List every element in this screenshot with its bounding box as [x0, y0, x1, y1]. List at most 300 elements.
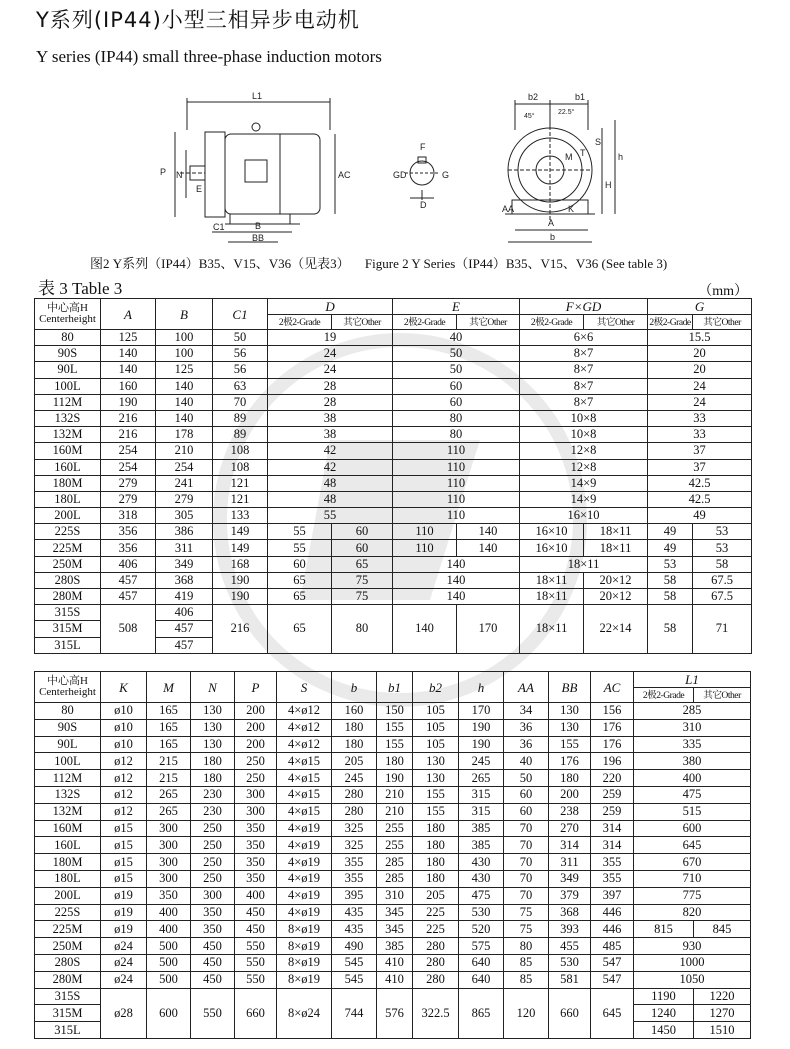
col-AC: AC — [591, 672, 634, 703]
table-cell: 350 — [235, 820, 277, 837]
table-cell: 325 — [332, 837, 377, 854]
table-cell: 345 — [377, 921, 413, 938]
table-cell: 132M — [35, 427, 101, 443]
table-cell: 250 — [191, 870, 235, 887]
table-cell: 180 — [413, 820, 459, 837]
table-cell: 430 — [459, 854, 504, 871]
table-cell: 155 — [413, 803, 459, 820]
table-cell: 180M — [35, 854, 101, 871]
table-cell: 16×10 — [520, 508, 648, 524]
table-cell: 500 — [147, 954, 191, 971]
table-cell: 42 — [268, 443, 393, 459]
label-h: h — [618, 152, 624, 162]
label-P: P — [160, 167, 167, 177]
table-cell: 200 — [235, 719, 277, 736]
table-cell: 356 — [101, 540, 156, 556]
sub-other: 其它Other — [694, 688, 751, 703]
table-cell: 149 — [213, 524, 268, 540]
table-cell: 132M — [35, 803, 101, 820]
table-cell: 90S — [35, 719, 101, 736]
table-cell: 311 — [549, 854, 591, 871]
table-row — [35, 753, 751, 770]
table-row — [35, 954, 751, 971]
table-cell: 22×14 — [584, 605, 648, 654]
table-cell: 435 — [332, 904, 377, 921]
table-cell: 300 — [147, 837, 191, 854]
table-cell: 75 — [332, 572, 393, 588]
table-cell: 180 — [413, 854, 459, 871]
table-cell: 530 — [459, 904, 504, 921]
table-cell: 547 — [591, 971, 634, 988]
table-row — [35, 870, 751, 887]
table-cell: 255 — [377, 837, 413, 854]
table-cell: 259 — [591, 786, 634, 803]
table-cell: 50 — [213, 330, 268, 346]
table-cell: 132S — [35, 410, 101, 426]
col-AA: AA — [504, 672, 549, 703]
table-cell: 20 — [648, 346, 752, 362]
label-b1: b1 — [575, 92, 586, 102]
table-cell: 265 — [459, 770, 504, 787]
table-cell: ø12 — [101, 753, 147, 770]
table-cell: 33 — [648, 427, 752, 443]
table-cell: 105 — [413, 736, 459, 753]
table-cell: 180 — [413, 837, 459, 854]
table-cell: 386 — [156, 524, 213, 540]
table-cell: 18×11 — [520, 556, 648, 572]
table-cell: 85 — [504, 971, 549, 988]
table-cell: 53 — [693, 540, 752, 556]
table-cell: 300 — [235, 786, 277, 803]
table-cell: 100 — [156, 330, 213, 346]
table-cell: 216 — [213, 605, 268, 654]
table-cell: 4×ø19 — [277, 870, 332, 887]
table-cell: 315S — [35, 988, 101, 1005]
table-cell: 355 — [591, 870, 634, 887]
table-cell: 285 — [634, 703, 751, 720]
table-cell: 1000 — [634, 954, 751, 971]
table-row — [35, 330, 752, 346]
table-cell: 280 — [332, 803, 377, 820]
label-AA: AA — [502, 204, 515, 214]
table-cell: 108 — [213, 459, 268, 475]
table-row — [35, 508, 752, 524]
sub-other: 其它Other — [332, 315, 393, 330]
table-cell: 85 — [504, 954, 549, 971]
table-cell: 475 — [634, 786, 751, 803]
table-row — [35, 719, 751, 736]
table-cell: 280 — [413, 971, 459, 988]
table-cell: 15.5 — [648, 330, 752, 346]
table-cell: 245 — [459, 753, 504, 770]
table-cell: 140 — [101, 362, 156, 378]
table-cell: 8×ø19 — [277, 971, 332, 988]
table-cell: 90L — [35, 362, 101, 378]
table-cell: 406 — [101, 556, 156, 572]
table-cell: 49 — [648, 524, 693, 540]
table-cell: 24 — [268, 362, 393, 378]
table-cell: 350 — [191, 904, 235, 921]
table-cell: 180 — [191, 770, 235, 787]
table-cell: 350 — [235, 837, 277, 854]
table-cell: 550 — [235, 971, 277, 988]
table-cell: 280 — [413, 938, 459, 955]
table-cell: 215 — [147, 770, 191, 787]
table-cell: 56 — [213, 346, 268, 362]
table-cell: 205 — [413, 887, 459, 904]
page-title-en: Y series (IP44) small three-phase induction motors — [36, 47, 382, 66]
table-cell: 355 — [591, 854, 634, 871]
table-cell: 8×7 — [520, 346, 648, 362]
table-cell: 255 — [377, 820, 413, 837]
table-cell: 75 — [504, 904, 549, 921]
table-cell: 180 — [332, 719, 377, 736]
table-cell: 18×11 — [584, 524, 648, 540]
table-cell: 350 — [235, 870, 277, 887]
table-cell: 355 — [332, 870, 377, 887]
table-cell: 165 — [147, 719, 191, 736]
table-cell: 670 — [634, 854, 751, 871]
table-cell: 820 — [634, 904, 751, 921]
table-row — [35, 410, 752, 426]
table-cell: 105 — [413, 703, 459, 720]
table-cell: 285 — [377, 854, 413, 871]
table-cell: 446 — [591, 904, 634, 921]
unit-label: （mm） — [698, 284, 748, 299]
table-cell: 100 — [156, 346, 213, 362]
table-cell: 300 — [191, 887, 235, 904]
label-GD: GD — [393, 170, 407, 180]
shaft-section-drawing — [405, 157, 440, 200]
table-row — [35, 971, 751, 988]
table-cell: 4×ø12 — [277, 719, 332, 736]
table-cell: 581 — [549, 971, 591, 988]
table-cell: 130 — [191, 703, 235, 720]
table-cell: 60 — [268, 556, 332, 572]
table-cell: 500 — [147, 971, 191, 988]
table-cell: 58 — [648, 605, 693, 654]
table-cell: 450 — [191, 938, 235, 955]
table-cell: 12×8 — [520, 459, 648, 475]
table-row — [35, 605, 752, 621]
col-K: K — [101, 672, 147, 703]
label-b2: b2 — [528, 92, 539, 102]
label-A: A — [548, 218, 555, 228]
label-K: K — [568, 204, 575, 214]
table-cell: 450 — [235, 904, 277, 921]
table-cell: 1450 — [634, 1022, 694, 1039]
table-cell: 250 — [191, 837, 235, 854]
table-cell: 744 — [332, 988, 377, 1038]
col-h: h — [459, 672, 504, 703]
table-cell: 545 — [332, 971, 377, 988]
table-cell: 110 — [393, 491, 520, 507]
table-cell: ø15 — [101, 820, 147, 837]
table-cell: 225 — [413, 904, 459, 921]
table-cell: 210 — [156, 443, 213, 459]
table-cell: 400 — [147, 921, 191, 938]
col-P: P — [235, 672, 277, 703]
table-cell: 640 — [459, 954, 504, 971]
table-cell: 14×9 — [520, 491, 648, 507]
table-cell: 49 — [648, 508, 752, 524]
table-cell: 845 — [694, 921, 751, 938]
table-cell: 80 — [35, 703, 101, 720]
table-cell: 70 — [504, 837, 549, 854]
table-cell: 279 — [101, 491, 156, 507]
table-cell: 241 — [156, 475, 213, 491]
table-cell: 110 — [393, 443, 520, 459]
table-cell: 196 — [591, 753, 634, 770]
table-cell: 4×ø12 — [277, 703, 332, 720]
table-cell: 225S — [35, 524, 101, 540]
table-cell: 170 — [459, 703, 504, 720]
table-cell: 775 — [634, 887, 751, 904]
sub-grade2: 2极2-Grade — [649, 316, 691, 328]
table-cell: 485 — [591, 938, 634, 955]
label-M: M — [565, 152, 573, 162]
table-cell: 280M — [35, 589, 101, 605]
table-cell: 50 — [504, 770, 549, 787]
col-M: M — [147, 672, 191, 703]
table-cell: 1220 — [694, 988, 751, 1005]
sub-other: 其它Other — [693, 315, 752, 330]
table-cell: 55 — [268, 540, 332, 556]
table-row — [35, 524, 752, 540]
table-cell: 314 — [591, 837, 634, 854]
table-cell: 349 — [156, 556, 213, 572]
table-cell: 350 — [235, 854, 277, 871]
table-cell: 300 — [147, 854, 191, 871]
table-cell: 90L — [35, 736, 101, 753]
table-row — [35, 427, 752, 443]
page-title-cn: Y系列(IP44)小型三相异步电动机 — [36, 8, 360, 32]
table-cell: ø10 — [101, 736, 147, 753]
table-row — [35, 394, 752, 410]
table-cell: 280M — [35, 971, 101, 988]
table-cell: 170 — [457, 605, 520, 654]
table-cell: 4×ø19 — [277, 837, 332, 854]
table-row — [35, 703, 751, 720]
col-S: S — [277, 672, 332, 703]
table1-body — [35, 330, 752, 654]
col-center-height: 中心高H Centerheight — [35, 672, 101, 703]
table-cell: 12×8 — [520, 443, 648, 459]
table-cell: 215 — [147, 753, 191, 770]
table-cell: 315L — [35, 1022, 101, 1039]
table1-header-row — [35, 299, 752, 315]
table-cell: 230 — [191, 803, 235, 820]
table-cell: 160 — [332, 703, 377, 720]
table-cell: 48 — [268, 491, 393, 507]
col-A: A — [101, 299, 156, 330]
table-cell: 60 — [332, 524, 393, 540]
table-cell: 53 — [648, 556, 693, 572]
table-cell: 130 — [191, 736, 235, 753]
table-cell: 395 — [332, 887, 377, 904]
table-cell: ø19 — [101, 887, 147, 904]
table-cell: 410 — [377, 971, 413, 988]
table-row — [35, 854, 751, 871]
table-row — [35, 837, 751, 854]
sub-grade2: 2极2-Grade — [634, 688, 694, 703]
table-cell: 37 — [648, 459, 752, 475]
col-C1: C1 — [213, 299, 268, 330]
table-cell: 71 — [693, 605, 752, 654]
table-cell: 865 — [459, 988, 504, 1038]
table-cell: 34 — [504, 703, 549, 720]
table-cell: 140 — [393, 589, 520, 605]
table-cell: 576 — [377, 988, 413, 1038]
table-cell: 10×8 — [520, 410, 648, 426]
table-cell: 368 — [156, 572, 213, 588]
table-cell: 63 — [213, 378, 268, 394]
table-cell: 1240 — [634, 1005, 694, 1022]
table-cell: 400 — [147, 904, 191, 921]
table-cell: 130 — [549, 703, 591, 720]
table-cell: 70 — [504, 820, 549, 837]
table-cell: 140 — [393, 556, 520, 572]
col-FxGD: F×GD — [520, 299, 648, 315]
table-cell: 80 — [35, 330, 101, 346]
table-cell: 160L — [35, 459, 101, 475]
table-cell: 545 — [332, 954, 377, 971]
table-cell: 36 — [504, 719, 549, 736]
table-cell: 190 — [459, 719, 504, 736]
table-cell: 450 — [191, 971, 235, 988]
table-cell: 100L — [35, 753, 101, 770]
label-T: T — [580, 148, 586, 158]
table-cell: 393 — [549, 921, 591, 938]
table-cell: ø24 — [101, 938, 147, 955]
label-H: H — [605, 180, 612, 190]
table-cell: 140 — [156, 410, 213, 426]
col-L1: L1 — [634, 672, 751, 688]
table-cell: 8×ø19 — [277, 954, 332, 971]
table-row — [35, 988, 751, 1005]
table-cell: 190 — [101, 394, 156, 410]
table-cell: ø28 — [101, 988, 147, 1038]
table-cell: 18×11 — [520, 605, 584, 654]
table-cell: 345 — [377, 904, 413, 921]
table-cell: 490 — [332, 938, 377, 955]
table-cell: 55 — [268, 508, 393, 524]
table-cell: ø19 — [101, 921, 147, 938]
table-cell: 508 — [101, 605, 156, 654]
table-cell: 8×7 — [520, 362, 648, 378]
table-cell: 132S — [35, 786, 101, 803]
table-cell: 160 — [101, 378, 156, 394]
table-cell: 410 — [377, 954, 413, 971]
table-cell: 245 — [332, 770, 377, 787]
table-cell: 176 — [549, 753, 591, 770]
table-cell: 155 — [413, 786, 459, 803]
table-cell: 180 — [191, 753, 235, 770]
table-cell: 4×ø15 — [277, 786, 332, 803]
label-F: F — [420, 142, 426, 152]
table-cell: 70 — [504, 887, 549, 904]
table-cell: 105 — [413, 719, 459, 736]
table-cell: 200 — [549, 786, 591, 803]
table-cell: 250M — [35, 938, 101, 955]
table-cell: 140 — [457, 524, 520, 540]
table-cell: 210 — [377, 786, 413, 803]
table-cell: 112M — [35, 394, 101, 410]
table-cell: 89 — [213, 410, 268, 426]
table-cell: 110 — [393, 475, 520, 491]
table-cell: 315 — [459, 803, 504, 820]
table-cell: 279 — [101, 475, 156, 491]
table-cell: 250 — [191, 854, 235, 871]
table-cell: 89 — [213, 427, 268, 443]
table-cell: 285 — [377, 870, 413, 887]
table-cell: 254 — [156, 459, 213, 475]
table-cell: 56 — [213, 362, 268, 378]
table-cell: 640 — [459, 971, 504, 988]
table-cell: 40 — [504, 753, 549, 770]
table-cell: 75 — [504, 921, 549, 938]
table-cell: 180L — [35, 491, 101, 507]
label-b: b — [550, 232, 556, 242]
table-cell: 160L — [35, 837, 101, 854]
table-row — [35, 443, 752, 459]
table-cell: 550 — [191, 988, 235, 1038]
table-cell: 80 — [332, 605, 393, 654]
table-cell: 8×ø19 — [277, 921, 332, 938]
table-row — [35, 887, 751, 904]
table-cell: 200L — [35, 508, 101, 524]
table-cell: 58 — [648, 572, 693, 588]
table-cell: 660 — [235, 988, 277, 1038]
col-b: b — [332, 672, 377, 703]
table2-header-row — [35, 672, 751, 688]
table-cell: 120 — [504, 988, 549, 1038]
table-cell: 250 — [191, 820, 235, 837]
table-cell: 280S — [35, 954, 101, 971]
table-cell: 155 — [549, 736, 591, 753]
table-cell: 110 — [393, 540, 457, 556]
label-N: N — [176, 170, 183, 180]
table-cell: 50 — [393, 346, 520, 362]
table-cell: 400 — [634, 770, 751, 787]
table-row — [35, 921, 751, 938]
table-cell: 24 — [648, 378, 752, 394]
table-cell: 180 — [332, 736, 377, 753]
table-row — [35, 770, 751, 787]
table-cell: 160M — [35, 820, 101, 837]
table-cell: ø15 — [101, 854, 147, 871]
table-cell: 355 — [332, 854, 377, 871]
table-cell: 315M — [35, 621, 101, 637]
table-cell: 645 — [591, 988, 634, 1038]
table-cell: 250 — [235, 753, 277, 770]
table-cell: 108 — [213, 443, 268, 459]
table-row — [35, 904, 751, 921]
table-cell: 419 — [156, 589, 213, 605]
table-cell: 18×11 — [520, 572, 584, 588]
figure-caption-cn: 图2 Y系列（IP44）B35、V15、V36（见表3） — [90, 256, 350, 271]
table-cell: 24 — [648, 394, 752, 410]
table-row — [35, 589, 752, 605]
table-cell: 575 — [459, 938, 504, 955]
table-cell: 19 — [268, 330, 393, 346]
table-cell: 110 — [393, 524, 457, 540]
table-cell: 155 — [377, 719, 413, 736]
label-G: G — [442, 170, 450, 180]
label-AC: AC — [338, 170, 351, 180]
table-cell: 200 — [235, 736, 277, 753]
figure-caption-en: Figure 2 Y Series（IP44）B35、V15、V36 (See table 3) — [364, 256, 668, 271]
